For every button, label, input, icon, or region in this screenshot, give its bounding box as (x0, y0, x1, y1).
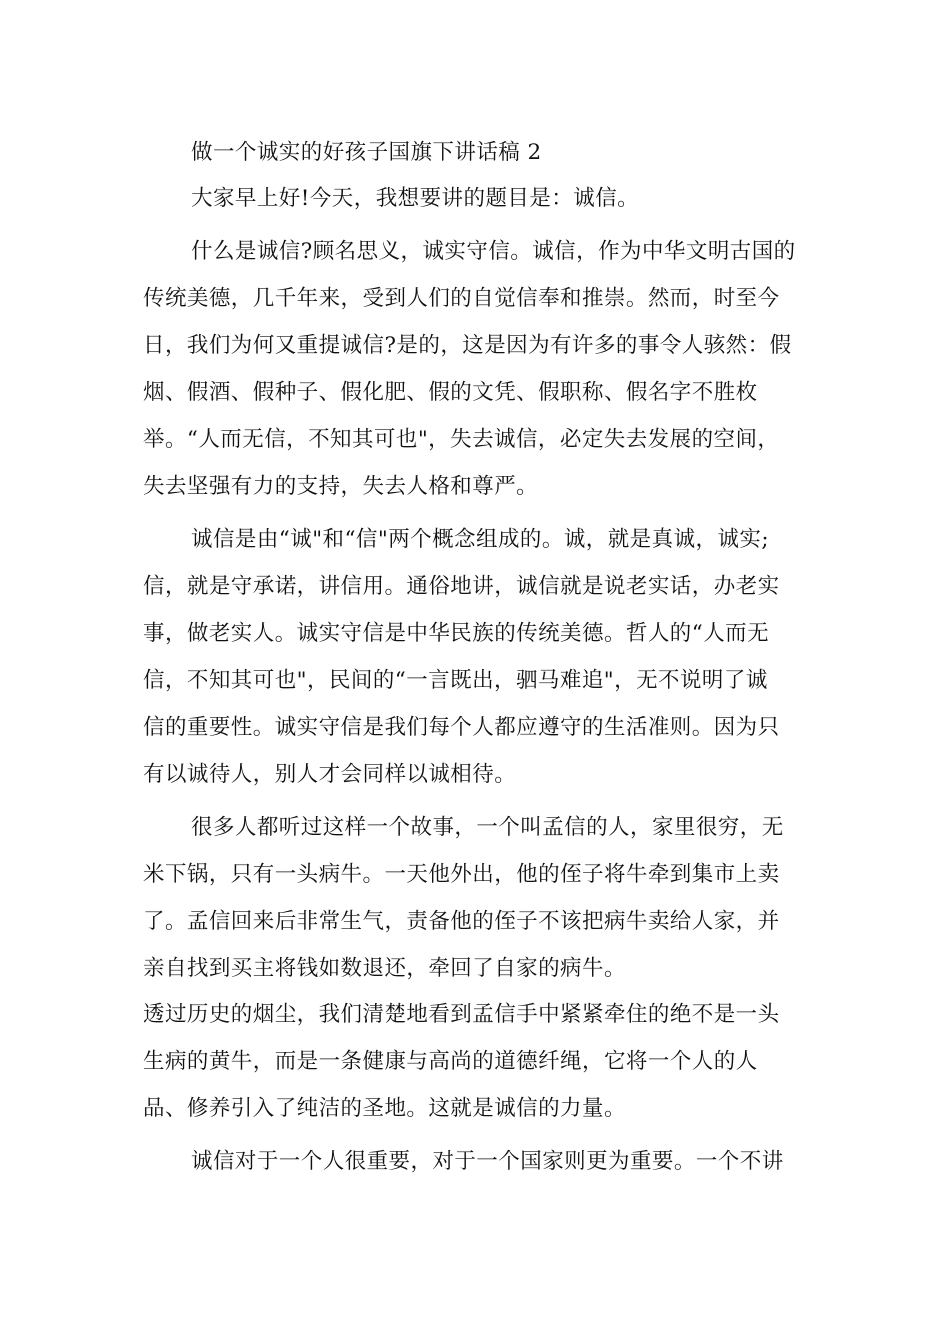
paragraph-line: 失去坚强有力的支持，失去人格和尊严。 (143, 474, 539, 499)
paragraph-integrity-definition (143, 519, 807, 795)
paragraph-line: 米下锅，只有一头病牛。一天他外出，他的侄子将牛牵到集市上卖 (143, 862, 780, 887)
paragraph-line: 举。“人而无信，不知其可也"，失去诚信，必定失去发展的空间， (143, 427, 780, 452)
paragraph-line: 事，做老实人。诚实守信是中华民族的传统美德。哲人的“人而无 (143, 621, 770, 646)
paragraph-line: 很多人都听过这样一个故事，一个叫孟信的人，家里很穷，无 (191, 815, 784, 840)
paragraph-line: 信的重要性。诚实守信是我们每个人都应遵守的生活准则。因为只 (143, 715, 780, 740)
paragraph-what-is-integrity (143, 231, 807, 507)
document-title: 做一个诚实的好孩子国旗下讲话稿 2 (191, 140, 542, 165)
document-body (143, 132, 807, 1182)
paragraph-power-of-integrity (143, 994, 807, 1129)
paragraph-line: 诚信是由“诚"和“信"两个概念组成的。诚，就是真诚，诚实; (191, 527, 770, 552)
paragraph-line: 有以诚待人，别人才会同样以诚相待。 (143, 762, 517, 787)
paragraph-line: 了。孟信回来后非常生气，责备他的侄子不该把病牛卖给人家，并 (143, 909, 780, 934)
greeting-line: 大家早上好!今天，我想要讲的题目是：诚信。 (191, 186, 640, 211)
paragraph-line: 生病的黄牛，而是一条健康与高尚的道德纤绳，它将一个人的人 (143, 1049, 758, 1074)
paragraph-line: 透过历史的烟尘，我们清楚地看到孟信手中紧紧牵住的绝不是一头 (143, 1002, 780, 1027)
paragraph-line: 信，不知其可也"，民间的“一言既出，驷马难追"，无不说明了诚 (143, 668, 768, 693)
paragraph-line: 烟、假酒、假种子、假化肥、假的文凭、假职称、假名字不胜枚 (143, 380, 758, 405)
paragraph-line: 什么是诚信?顾名思义，诚实守信。诚信，作为中华文明古国的 (191, 239, 796, 264)
paragraph-line: 信，就是守承诺，讲信用。通俗地讲，诚信就是说老实话，办老实 (143, 574, 780, 599)
paragraph-line: 日，我们为何又重提诚信?是的，这是因为有许多的事令人骇然：假 (143, 333, 792, 358)
paragraph-line: 传统美德，几千年来，受到人们的自觉信奉和推崇。然而，时至今 (143, 286, 780, 311)
paragraph-national-integrity (143, 1141, 807, 1182)
paragraph-line: 诚信对于一个人很重要，对于一个国家则更为重要。一个不讲 (191, 1149, 784, 1174)
paragraph-mengxin-story (143, 807, 807, 989)
paragraph-line: 品、修养引入了纯洁的圣地。这就是诚信的力量。 (143, 1096, 626, 1121)
paragraph-line: 亲自找到买主将钱如数退还，牵回了自家的病牛。 (143, 956, 626, 981)
